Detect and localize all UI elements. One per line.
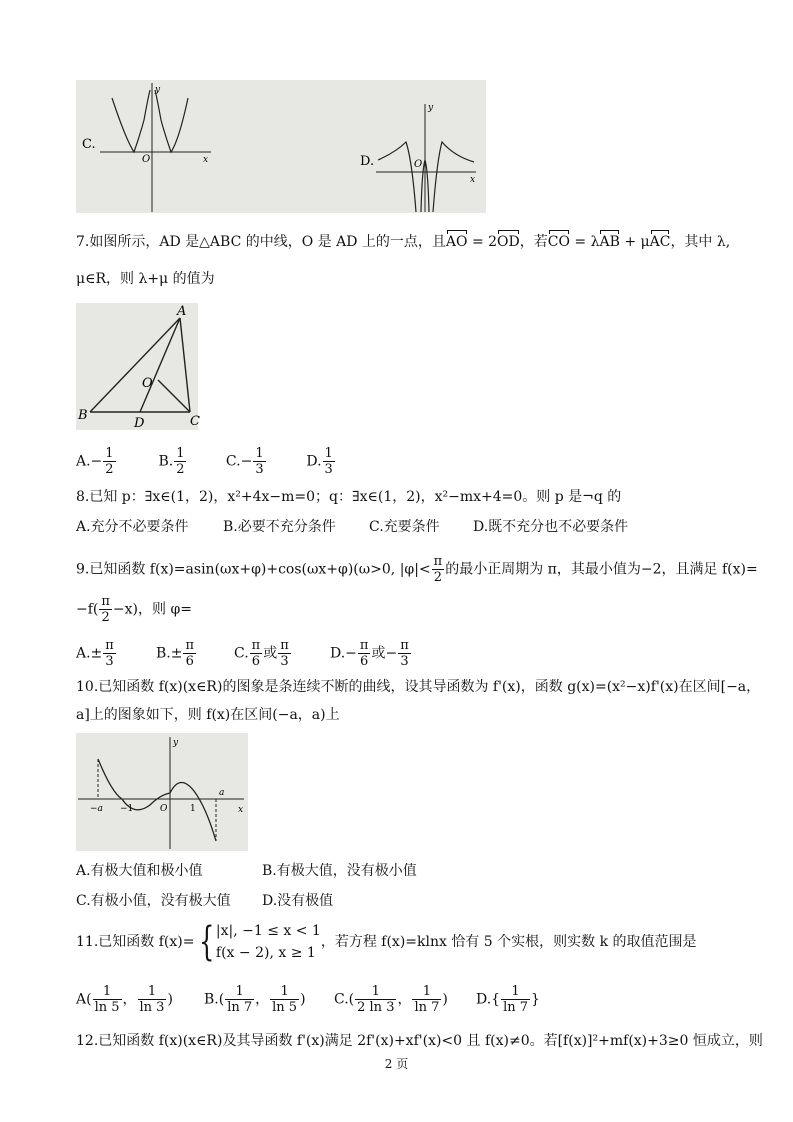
q10-origin: O (160, 804, 168, 814)
point-c: C (190, 414, 200, 429)
fraction-denominator: ln 5 (272, 1000, 298, 1015)
q11-piecewise (216, 920, 321, 964)
fraction-numerator: 1 (355, 984, 396, 1000)
vector-ab: AB (599, 234, 620, 250)
q7-option-d[interactable] (306, 446, 335, 477)
q9-stem-line1 (76, 554, 758, 585)
q11-option-a-post: ) (167, 991, 173, 1008)
q9-options (76, 638, 412, 669)
q10-graph-figure (76, 733, 248, 851)
q10-options-row2 (76, 892, 333, 910)
q9-fraction-pi-over-2-b (99, 594, 112, 625)
q11-option-c-fraction-1 (355, 984, 396, 1015)
q9-option-c[interactable] (234, 638, 330, 669)
q9-option-b-fraction (183, 638, 196, 669)
page-number: 2 页 (384, 1057, 409, 1071)
q10-stem-line1: 10.已知函数 f(x)(x∈R)的图象是条连续不断的曲线，设其导函数为 f'(x)，函数 g(x)=(x²−x)f'(x)在区间[−a， (76, 679, 761, 695)
graphs-cd-photo (76, 80, 486, 213)
q10-graph-svg (76, 733, 248, 851)
q11-piece-1: |x|, −1 ≤ x < 1 (215, 923, 321, 939)
graph-d-left-curve (378, 142, 416, 212)
fraction-numerator: 1 (138, 984, 167, 1000)
q10-option-d[interactable]: D.没有极值 (262, 893, 334, 909)
fraction-denominator: 2 (176, 462, 185, 477)
q7-stem-a: 7.如图所示，AD 是△ABC 的中线，O 是 AD 上的一点，且 (76, 234, 446, 250)
fraction-numerator: 1 (93, 984, 122, 1000)
fraction-numerator: π (105, 638, 114, 653)
q11-piece-2: f(x − 2), x ≥ 1 (215, 945, 316, 961)
q7-option-a-label: A.− (76, 453, 103, 470)
q10-x-label: x (238, 805, 244, 815)
vector-ao: AO (445, 234, 468, 250)
q7-option-a-fraction (103, 446, 115, 477)
q9-option-c-mid: 或 (263, 645, 278, 662)
median-ad (140, 318, 180, 412)
q8-options (76, 518, 628, 536)
q11-option-b-post: ) (300, 991, 306, 1008)
fraction-numerator: π (185, 638, 195, 653)
point-a: A (177, 304, 187, 319)
q11-option-c-post: ) (442, 991, 448, 1008)
side-ac (180, 318, 190, 412)
graph-d-y-label: y (428, 103, 434, 113)
q11-option-d-pre: D.{ (476, 991, 501, 1008)
graph-c-left-curve (112, 90, 150, 152)
fraction-denominator: 2 ln 3 (357, 1000, 395, 1015)
q10-tick-a: a (219, 788, 225, 798)
q11-option-c-sep: ， (397, 991, 412, 1008)
point-o: O (142, 376, 153, 391)
q11-option-d-post: } (531, 991, 540, 1008)
graph-d-x-label: x (470, 175, 476, 185)
q8-option-d[interactable]: D.既不充分也不必要条件 (473, 519, 629, 535)
q11-option-b-fraction-2 (270, 984, 299, 1015)
graph-d-label: D. (360, 154, 375, 169)
vector-co: CO (547, 234, 570, 250)
q11-option-d[interactable] (476, 984, 540, 1015)
q7-eq2: = λ (569, 234, 600, 250)
q10-y-label: y (173, 738, 179, 748)
fraction-denominator: ln 5 (94, 1000, 120, 1015)
fraction-denominator: 6 (185, 654, 194, 669)
fraction-numerator: 1 (501, 984, 530, 1000)
q10-options-row1 (76, 862, 417, 880)
triangle-figure (76, 303, 198, 430)
q9-fraction-pi-over-2 (432, 554, 445, 585)
q8-stem: 8.已知 p：∃x∈(1，2)，x²+4x−m=0；q：∃x∈(1，2)，x²−mx+4=0。则 p 是¬q 的 (76, 489, 622, 505)
fraction-numerator: 1 (105, 446, 114, 461)
q11-option-b-sep: ， (255, 991, 270, 1008)
fraction-numerator: π (251, 638, 261, 653)
fraction-denominator: 6 (360, 654, 369, 669)
point-d: D (134, 416, 145, 431)
q7-option-d-fraction (323, 446, 335, 477)
q9-stem-a: 9.已知函数 f(x)=asin(ωx+φ)+cos(ωx+φ)(ω>0, |φ|< (76, 561, 431, 578)
q10-option-b[interactable]: B.有极大值，没有极小值 (262, 863, 417, 879)
q11-option-a-sep: ， (122, 991, 137, 1008)
q8-option-b[interactable]: B.必要不充分条件 (223, 519, 336, 535)
q9-stem-b-pre: −f( (76, 601, 99, 618)
q11-option-d-fraction (501, 984, 530, 1015)
q9-option-c-fraction-2 (278, 638, 291, 669)
fraction-numerator: 1 (225, 984, 254, 1000)
graphs-cd-svg (76, 80, 486, 213)
graph-d-origin: O (414, 159, 423, 170)
q11-post: ，若方程 f(x)=klnx 恰有 5 个实根，则实数 k 的取值范围是 (320, 934, 697, 950)
q9-option-d-pre: D.− (330, 645, 357, 662)
q11-option-a[interactable] (76, 984, 204, 1015)
q7-stem-line1 (76, 233, 730, 251)
fraction-denominator: 2 (433, 570, 443, 585)
point-b: B (78, 408, 88, 423)
q12-stem: 12.已知函数 f(x)(x∈R)及其导函数 f'(x)满足 2f'(x)+xf'(x)<0 且 f(x)≠0。若[f(x)]²+mf(x)+3≥0 恒成立，则 (76, 1033, 763, 1049)
q7-option-d-label: D. (306, 453, 322, 470)
q7-option-b-fraction (174, 446, 186, 477)
q9-stem-line2 (76, 594, 192, 625)
q10-curve (98, 759, 216, 841)
fraction-denominator: 3 (400, 654, 409, 669)
q11-option-c[interactable] (334, 984, 476, 1015)
q9-option-a-fraction (103, 638, 116, 669)
q7-stem-line2: μ∈R，则 λ+μ 的值为 (76, 271, 215, 287)
q11-options (76, 984, 540, 1015)
piecewise-brace: { (199, 919, 215, 965)
q9-stem-b-post: −x)，则 φ= (112, 601, 192, 618)
fraction-denominator: 3 (105, 654, 114, 669)
q9-option-d[interactable] (330, 638, 412, 669)
fraction-numerator: 1 (270, 984, 299, 1000)
graph-c-right-curve (155, 90, 188, 152)
fraction-numerator: π (280, 638, 289, 653)
q9-option-d-fraction-2 (398, 638, 411, 669)
graph-d-right-curve (433, 142, 474, 212)
q9-option-b[interactable] (156, 638, 234, 669)
fraction-numerator: π (400, 638, 409, 653)
q7-option-c-label: C.− (225, 453, 253, 470)
q7-end: ，其中 λ, (670, 234, 731, 250)
q11-option-a-pre: A( (76, 991, 92, 1008)
graph-c-x-label: x (203, 155, 209, 165)
fraction-denominator: 3 (324, 462, 333, 477)
q9-option-b-pre: B.± (156, 645, 183, 662)
fraction-numerator: π (101, 594, 110, 609)
q9-option-a-pre: A.± (76, 645, 103, 662)
fraction-numerator: 1 (324, 446, 333, 461)
q11-option-c-fraction-2 (412, 984, 441, 1015)
segment-oc (158, 380, 190, 412)
q9-option-c-pre: C. (234, 645, 249, 662)
q10-tick-1: 1 (190, 804, 196, 814)
fraction-denominator: 3 (255, 462, 264, 477)
fraction-denominator: 2 (101, 610, 110, 625)
fraction-denominator: ln 7 (414, 1000, 440, 1015)
fraction-denominator: ln 7 (227, 1000, 253, 1015)
q10-option-c[interactable]: C.有极小值，没有极大值 (76, 893, 231, 909)
q8-option-c[interactable]: C.充要条件 (369, 519, 440, 535)
graph-c-origin: O (142, 154, 151, 165)
q11-option-a-fraction-1 (93, 984, 122, 1015)
q7-eq1: = 2 (467, 234, 498, 250)
fraction-numerator: 1 (412, 984, 441, 1000)
q11-stem (76, 920, 697, 964)
vector-ac: AC (649, 234, 671, 250)
q7-mid: ，若 (519, 234, 548, 250)
graph-c-label: C. (82, 137, 96, 152)
q9-option-d-mid: 或− (371, 645, 398, 662)
q10-tick-neg-1: −1 (120, 804, 134, 814)
fraction-denominator: 6 (251, 654, 261, 669)
q7-plus: + μ (619, 234, 650, 250)
q11-option-a-fraction-2 (138, 984, 167, 1015)
graph-c-y-label: y (155, 85, 161, 95)
q11-option-c-pre: C.( (334, 991, 355, 1008)
q7-options (76, 446, 336, 477)
q10-option-a[interactable]: A.有极大值和极小值 (76, 863, 203, 879)
fraction-numerator: π (433, 554, 443, 569)
fraction-denominator: 2 (105, 462, 114, 477)
q7-option-c-fraction (253, 446, 265, 477)
q7-option-b-label: B. (158, 453, 174, 470)
q9-option-c-fraction-1 (250, 638, 263, 669)
q11-option-b-fraction-1 (225, 984, 254, 1015)
q7-option-a[interactable] (76, 446, 154, 477)
fraction-denominator: 3 (280, 654, 289, 669)
q7-option-b[interactable] (158, 446, 221, 477)
q9-option-d-fraction-1 (358, 638, 371, 669)
fraction-denominator: ln 3 (139, 1000, 165, 1015)
fraction-denominator: ln 7 (503, 1000, 529, 1015)
vector-od: OD (497, 234, 520, 250)
side-ab (90, 318, 180, 412)
fraction-numerator: π (359, 638, 369, 653)
q10-stem-line2: a]上的图象如下，则 f(x)在区间(−a，a)上 (76, 707, 340, 723)
q10-tick-neg-a: −a (90, 804, 103, 814)
q11-option-b-pre: B.( (204, 991, 225, 1008)
q8-option-a[interactable]: A.充分不必要条件 (76, 519, 189, 535)
fraction-numerator: 1 (255, 446, 264, 461)
q11-pre: 11.已知函数 f(x)= (76, 934, 195, 950)
triangle-svg (76, 303, 198, 430)
q9-stem-a-end: 的最小正周期为 π，其最小值为−2，且满足 f(x)= (445, 561, 758, 578)
q7-option-c[interactable] (226, 446, 302, 477)
fraction-numerator: 1 (176, 446, 185, 461)
q11-option-b[interactable] (204, 984, 334, 1015)
q9-option-a[interactable] (76, 638, 156, 669)
